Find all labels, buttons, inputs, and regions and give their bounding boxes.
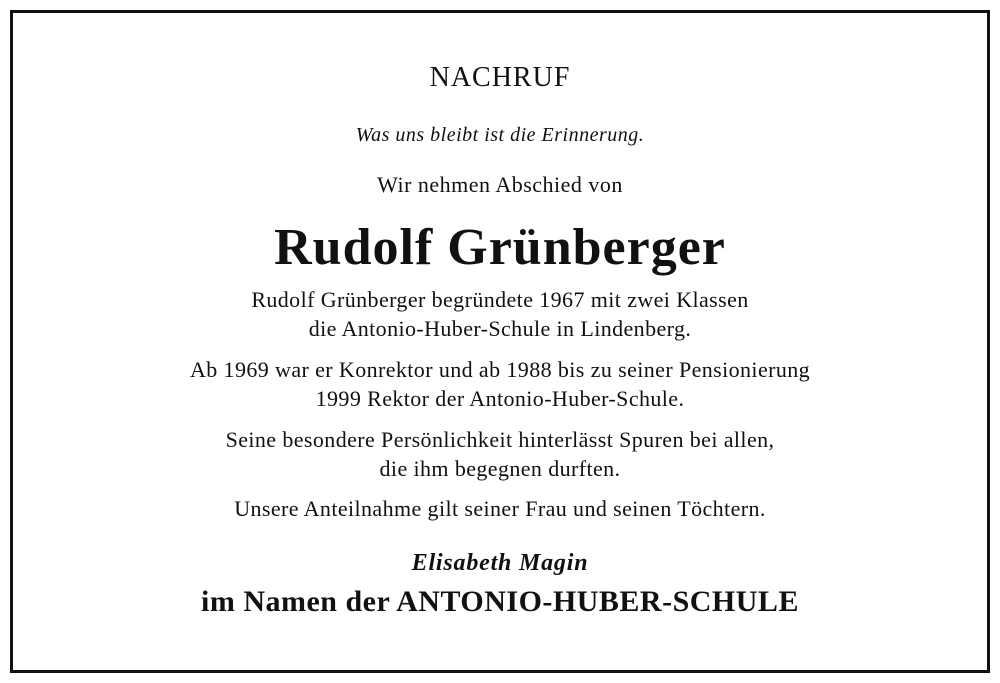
signer-organization: im Namen der ANTONIO-HUBER-SCHULE xyxy=(201,585,799,618)
paragraph-line: die ihm begegnen durften. xyxy=(379,456,621,481)
paragraph-personality xyxy=(0,425,1000,483)
obituary-motto: Was uns bleibt ist die Erinnerung. xyxy=(355,124,645,146)
paragraph-career xyxy=(0,355,1000,413)
deceased-name: Rudolf Grünberger xyxy=(274,219,726,276)
signer-name: Elisabeth Magin xyxy=(411,550,589,576)
farewell-intro: Wir nehmen Abschied von xyxy=(377,172,623,197)
paragraph-founding xyxy=(0,285,1000,343)
paragraph-line: Ab 1969 war er Konrektor und ab 1988 bis zu seiner Pensionierung xyxy=(189,357,811,382)
paragraph-line: 1999 Rektor der Antonio-Huber-Schule. xyxy=(315,386,685,411)
paragraph-line: Rudolf Grünberger begründete 1967 mit zwei Klassen xyxy=(251,287,749,312)
paragraph-line: die Antonio-Huber-Schule in Lindenberg. xyxy=(308,316,692,341)
obituary-title: NACHRUF xyxy=(429,62,571,93)
paragraph-line: Seine besondere Persönlichkeit hinterlässt Spuren bei allen, xyxy=(225,427,775,452)
paragraph-condolence xyxy=(0,494,1000,523)
paragraph-line: Unsere Anteilnahme gilt seiner Frau und seinen Töchtern. xyxy=(234,496,766,521)
